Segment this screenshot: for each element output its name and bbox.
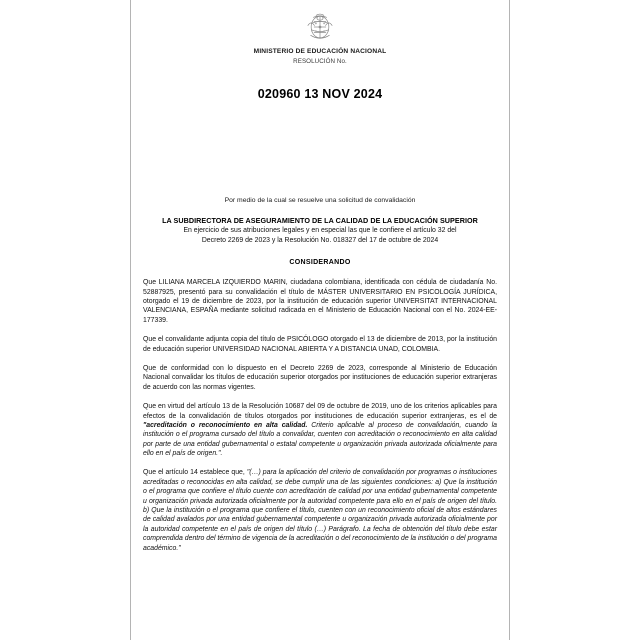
- authority-legal-basis-line-2: Decreto 2269 de 2023 y la Resolución No. 018327 del 17 de octubre de 2024: [201, 237, 439, 245]
- text-segment: Criterio aplicable al proceso de convalidación, cuando la institución o el programa cursado del título a convalidar, cuenten con acreditación o reconocimiento en alta calidad por parte de una entidad gubernamental o estatal competente u organización privada autorizada oficialmente para ello en el país de origen.".: [143, 421, 497, 458]
- para-articulo-14: [143, 468, 497, 553]
- text-segment: Que de conformidad con lo dispuesto en el Decreto 2269 de 2023, corresponde al Ministerio de Educación Nacional convalidar los títulos de educación superior otorgados por instituciones de educación superior extranjeras de acuerdo con las normas vigentes.: [143, 364, 497, 391]
- text-segment: "acreditación o reconocimiento en alta calidad.: [143, 421, 308, 429]
- text-segment: Que el artículo 14 establece que,: [143, 469, 247, 477]
- authority-title: LA SUBDIRECTORA DE ASEGURAMIENTO DE LA CALIDAD DE LA EDUCACIÓN SUPERIOR: [162, 216, 478, 225]
- considerando-heading: CONSIDERANDO: [289, 259, 351, 267]
- crest-container: [143, 10, 497, 46]
- authority-legal-basis-line-1: En ejercicio de sus atribuciones legales y en especial las que le confiere el artículo 32 del: [183, 227, 457, 234]
- text-segment: Que el convalidante adjunta copia del título de PSICÓLOGO otorgado el 13 de diciembre de 2013, por la institución de educación superior UNIVERSIDAD NACIONAL ABIERTA Y A DISTANCIA UNAD, COLOMBIA.: [143, 336, 497, 353]
- para-decreto: [143, 364, 497, 392]
- text-segment: Que en virtud del artículo 13 de la Resolución 10687 del 09 de octubre de 2019, uno de los criterios aplicables para efectos de la convalidación de títulos otorgados por instituciones de educación superior extranjeras, es el de: [143, 403, 497, 420]
- header-spacer: [143, 101, 497, 197]
- text-segment: Que LILIANA MARCELA IZQUIERDO MARIN, ciudadana colombiana, identificada con cédula de ciudadanía No. 52887925, presentó para su convalidación el título de MÁSTER UNIVERSITARIO EN PSICOLOGÍA JURÍDICA, otorgado el 19 de diciembre de 2023, por la institución de educación superior UNIVERSITAT INTERNACIONAL VALENCIANA, ESPAÑA mediante solicitud radicada en el Ministerio de Educación Nacional con el No. 2024-EE-177339.: [143, 279, 497, 324]
- considerando-body: [143, 278, 497, 553]
- resolution-label: RESOLUCIÓN No.: [293, 58, 347, 65]
- colombia-coat-of-arms-icon: [303, 10, 337, 44]
- ministry-name: MINISTERIO DE EDUCACIÓN NACIONAL: [253, 48, 387, 55]
- document-subtitle: Por medio de la cual se resuelve una solicitud de convalidación: [224, 197, 416, 204]
- text-segment: "(…) para la aplicación del criterio de convalidación por programas o instituciones acreditadas o reconocidas en alta calidad, se debe cumplir una de las siguientes condiciones: a) Que la institución o el programa que confiere el título cuente con acreditación de calidad por una entidad gubernamental competente u organización privada autorizada oficialmente por la autoridad competente para ello en el país de origen del título. b) Que la institución o el programa que confiere el título, cuenten con un reconocimiento oficial de altos estándares de calidad avalados por una entidad gubernamental competente u organización privada autorizada oficialmente por la autoridad competente en el país de origen del título (…) Parágrafo. La fecha de obtención del título debe estar comprendida dentro del término de vigencia de la acreditación o del reconocimiento de la institución o del programa académico.": [143, 469, 497, 552]
- para-titulo-previo: [143, 335, 497, 354]
- para-articulo-13: [143, 402, 497, 458]
- resolution-number: 020960 13 NOV 2024: [257, 87, 383, 101]
- document-page: [130, 0, 510, 640]
- para-solicitante: [143, 278, 497, 325]
